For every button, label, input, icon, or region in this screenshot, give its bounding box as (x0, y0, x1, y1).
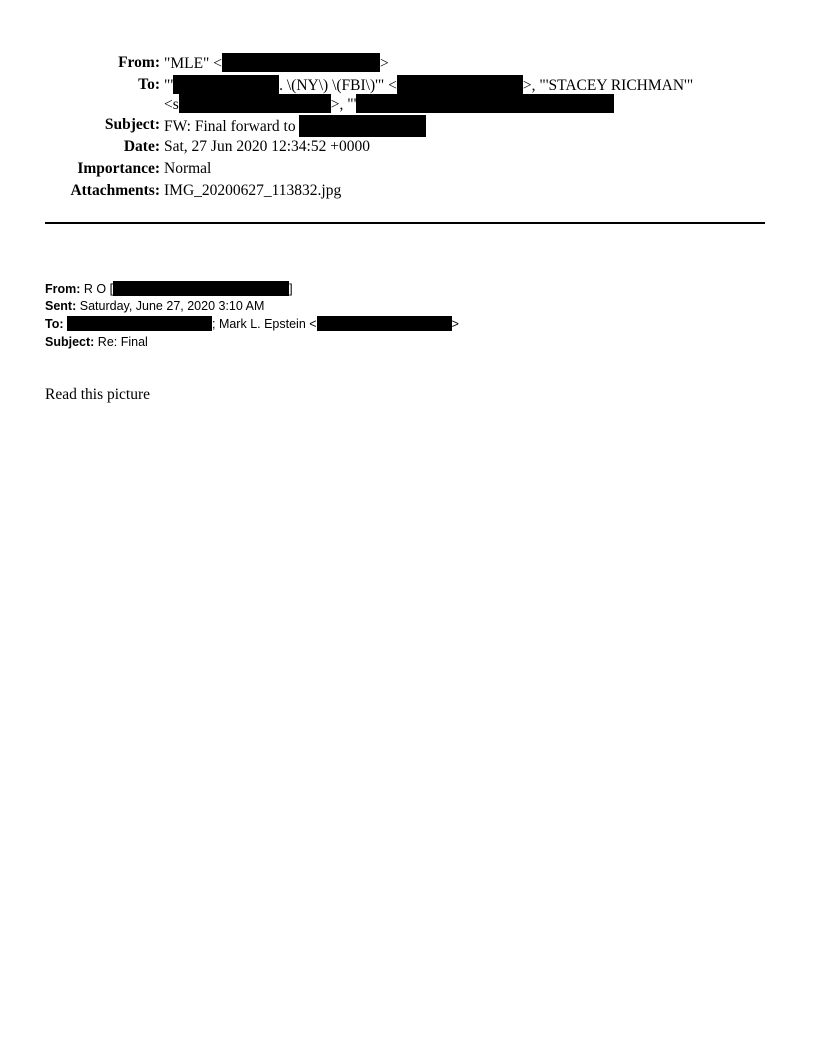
to-mid-1: . \(NY\) \(FBI\)'" < (279, 77, 397, 94)
forwarded-subject-label: Subject: (45, 335, 95, 349)
redaction-block (317, 316, 452, 331)
forwarded-subject-value: Re: Final (97, 335, 148, 349)
forwarded-from-line (45, 280, 293, 298)
redaction-block (222, 53, 380, 72)
header-from-row (0, 53, 816, 73)
forwarded-from-prefix: R O [ (83, 282, 114, 296)
redaction-block (356, 94, 614, 113)
header-divider (45, 222, 765, 224)
importance-label: Importance: (77, 160, 160, 177)
forwarded-to-label: To: (45, 317, 64, 331)
importance-value: Normal (164, 160, 212, 177)
subject-value (164, 115, 426, 137)
to-prefix: "' (164, 77, 174, 94)
subject-prefix: FW: Final forward to (164, 118, 296, 135)
header-attachments-row (0, 181, 816, 201)
redaction-block (67, 316, 212, 331)
forwarded-from-label: From: (45, 282, 81, 296)
header-subject-row (0, 115, 816, 135)
to-label: To: (138, 76, 160, 93)
forwarded-subject-line (45, 333, 148, 351)
to-value-continued (164, 94, 614, 115)
header-importance-row (0, 159, 816, 179)
redaction-block (179, 94, 331, 113)
forwarded-to-mid: ; Mark L. Epstein < (212, 317, 317, 331)
to-value (164, 75, 693, 96)
forwarded-to-suffix: > (451, 317, 459, 331)
forwarded-sent-value: Saturday, June 27, 2020 3:10 AM (79, 299, 265, 313)
from-value (164, 53, 389, 74)
from-suffix: > (380, 55, 389, 72)
forwarded-to-line (45, 315, 459, 333)
redaction-block (113, 281, 289, 296)
attachment-filename[interactable]: IMG_20200627_113832.jpg (164, 182, 342, 199)
forwarded-sent-line (45, 297, 264, 315)
to-line2-prefix: <s (164, 96, 179, 113)
forwarded-sent-label: Sent: (45, 299, 77, 313)
forwarded-from-suffix: ] (289, 282, 293, 296)
header-to-row (0, 75, 816, 95)
attachments-label: Attachments: (70, 182, 160, 199)
redaction-block (397, 75, 523, 94)
subject-label: Subject: (104, 116, 160, 133)
redaction-block (173, 75, 279, 94)
date-label: Date: (123, 138, 160, 155)
header-to-row-continued (0, 94, 816, 114)
message-body: Read this picture (45, 386, 151, 403)
to-line2-mid: >, "' (330, 96, 357, 113)
to-mid-2: >, "'STACEY RICHMAN'" (522, 77, 694, 94)
from-label: From: (118, 54, 160, 71)
redaction-block (299, 115, 426, 137)
from-prefix: "MLE" < (164, 55, 222, 72)
date-value: Sat, 27 Jun 2020 12:34:52 +0000 (164, 138, 370, 155)
header-date-row (0, 137, 816, 157)
